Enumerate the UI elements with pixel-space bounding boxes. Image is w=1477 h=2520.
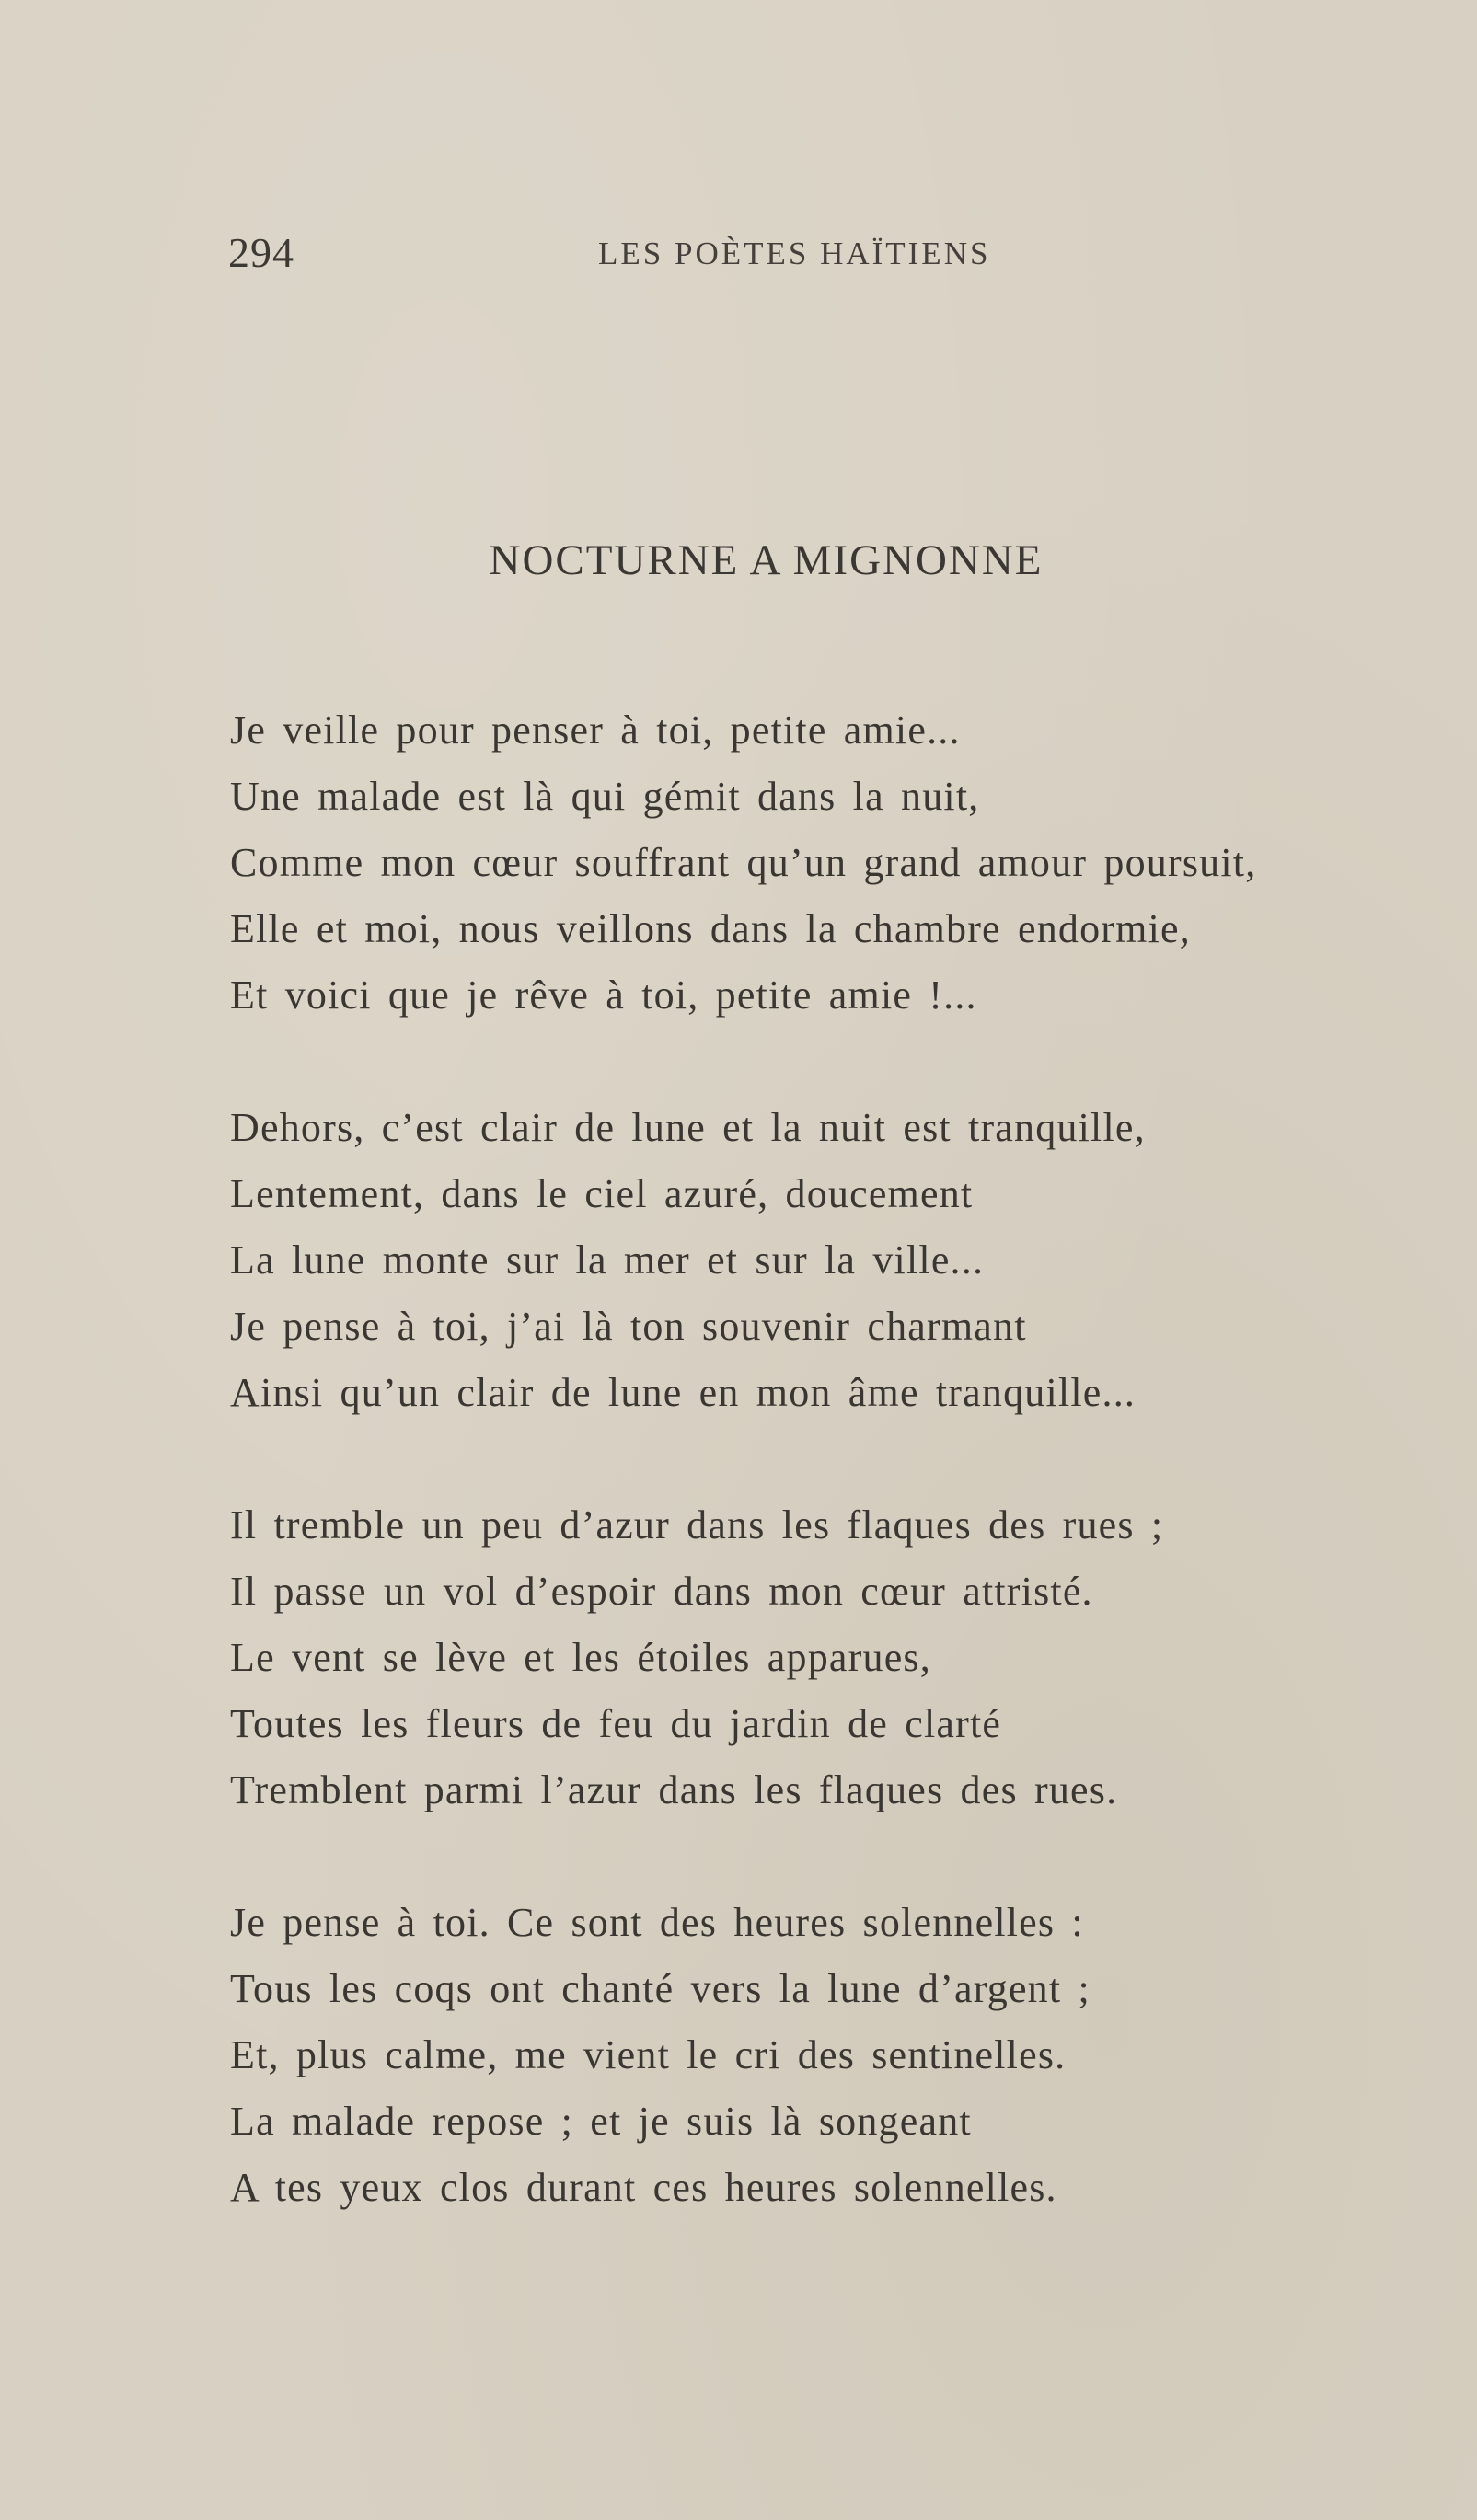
- verse-line: La malade repose ; et je suis là songeant: [230, 2099, 972, 2144]
- stanza-4: [230, 1890, 1426, 2221]
- verse-line: Et voici que je rêve à toi, petite amie !...: [230, 972, 977, 1018]
- verse-line: Dehors, c’est clair de lune et la nuit est tranquille,: [230, 1105, 1146, 1150]
- verse-line: Je pense à toi. Ce sont des heures solennelles :: [230, 1900, 1084, 1945]
- verse-line: Il tremble un peu d’azur dans les flaques des rues ;: [230, 1502, 1164, 1548]
- verse-line: Tremblent parmi l’azur dans les flaques des rues.: [230, 1767, 1118, 1812]
- running-head: [0, 228, 1477, 293]
- verse-line: Et, plus calme, me vient le cri des sentinelles.: [230, 2032, 1067, 2077]
- stanza-3: [230, 1492, 1426, 1824]
- poem-body: [230, 697, 1426, 2287]
- verse-line: Ainsi qu’un clair de lune en mon âme tranquille...: [230, 1370, 1137, 1415]
- verse-line: La lune monte sur la mer et sur la ville...: [230, 1237, 985, 1283]
- verse-line: Une malade est là qui gémit dans la nuit,: [230, 774, 980, 819]
- poem-title: NOCTURNE A MIGNONNE: [489, 536, 1044, 584]
- verse-line: Je pense à toi, j’ai là ton souvenir charmant: [230, 1304, 1027, 1349]
- verse-line: Le vent se lève et les étoiles apparues,: [230, 1635, 931, 1680]
- page-number: 294: [228, 229, 294, 276]
- verse-line: A tes yeux clos durant ces heures solennelles.: [230, 2165, 1057, 2210]
- verse-line: Tous les coqs ont chanté vers la lune d’argent ;: [230, 1966, 1090, 2011]
- verse-line: Il passe un vol d’espoir dans mon cœur attristé.: [230, 1569, 1093, 1614]
- verse-line: Elle et moi, nous veillons dans la chambre endormie,: [230, 906, 1191, 951]
- verse-line: Lentement, dans le ciel azuré, doucement: [230, 1171, 974, 1216]
- verse-line: Comme mon cœur souffrant qu’un grand amour poursuit,: [230, 840, 1257, 885]
- verse-line: Toutes les fleurs de feu du jardin de clarté: [230, 1701, 1002, 1746]
- verse-line: Je veille pour penser à toi, petite amie...: [230, 708, 961, 753]
- stanza-1: [230, 697, 1426, 1029]
- running-title: LES POÈTES HAÏTIENS: [598, 236, 991, 271]
- stanza-2: [230, 1095, 1426, 1426]
